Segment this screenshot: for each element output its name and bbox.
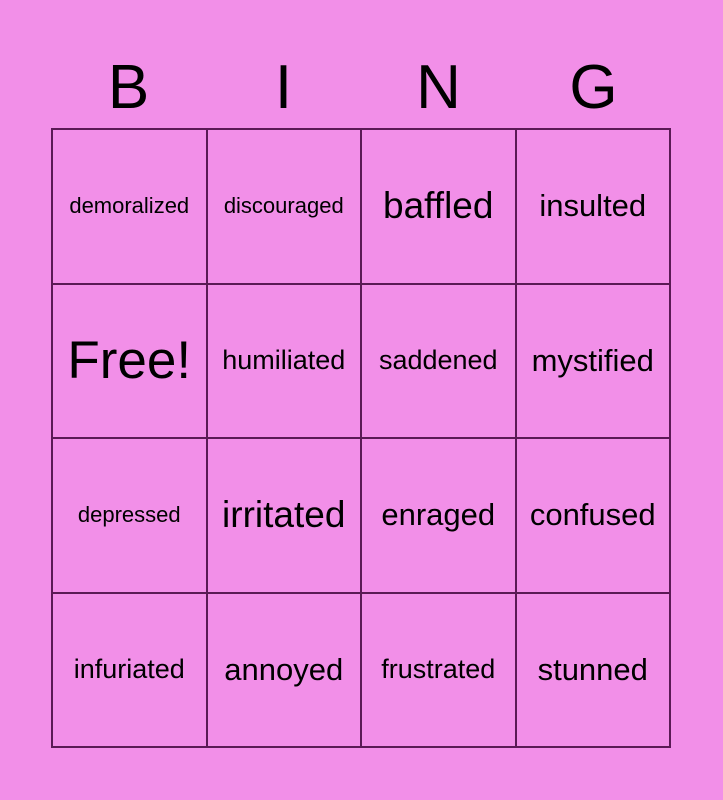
bingo-cell[interactable]: insulted	[516, 129, 671, 284]
bingo-cell[interactable]: infuriated	[52, 593, 207, 748]
header-letter-g: G	[569, 53, 618, 122]
bingo-cell[interactable]: mystified	[516, 284, 671, 439]
bingo-cell[interactable]: frustrated	[361, 593, 516, 748]
bingo-cell[interactable]: enraged	[361, 438, 516, 593]
bingo-cell[interactable]: confused	[516, 438, 671, 593]
bingo-cell[interactable]: humiliated	[207, 284, 362, 439]
bingo-cell[interactable]: irritated	[207, 438, 362, 593]
bingo-cell[interactable]: depressed	[52, 438, 207, 593]
bingo-cell[interactable]: annoyed	[207, 593, 362, 748]
bingo-card-grid	[51, 128, 671, 748]
header-letter-i: I	[274, 53, 293, 122]
bingo-cell[interactable]: demoralized	[52, 129, 207, 284]
bingo-cell[interactable]: stunned	[516, 593, 671, 748]
bingo-cell[interactable]: saddened	[361, 284, 516, 439]
free-space-cell[interactable]: Free!	[52, 284, 207, 439]
bingo-cell[interactable]: baffled	[361, 129, 516, 284]
bingo-cell[interactable]: discouraged	[207, 129, 362, 284]
bingo-header	[51, 52, 671, 128]
header-letter-n: N	[416, 53, 461, 122]
header-letter-b: B	[107, 53, 150, 122]
